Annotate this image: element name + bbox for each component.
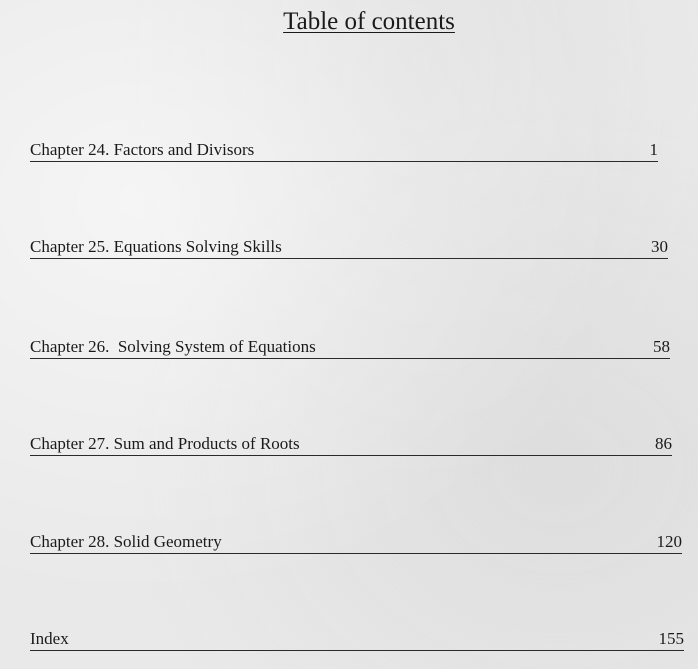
toc-entry bbox=[30, 236, 668, 259]
page-title-text: Table of contents bbox=[283, 8, 455, 35]
toc-entry-label: Chapter 26. Solving System of Equations bbox=[30, 337, 316, 356]
toc-entry-page-number: 58 bbox=[653, 337, 670, 356]
toc-entry bbox=[30, 531, 682, 554]
toc-entry-page-number: 30 bbox=[651, 237, 668, 256]
toc-entry-page-number: 86 bbox=[655, 434, 672, 453]
toc-entry-label: Chapter 24. Factors and Divisors bbox=[30, 140, 255, 159]
toc-entry-page-number: 120 bbox=[656, 532, 682, 551]
toc-entry bbox=[30, 433, 672, 456]
toc-entry bbox=[30, 139, 658, 162]
toc-entry-label: Chapter 28. Solid Geometry bbox=[30, 532, 222, 551]
toc-entry-label: Chapter 25. Equations Solving Skills bbox=[30, 237, 282, 256]
toc-entry bbox=[30, 336, 670, 359]
page-title bbox=[0, 6, 698, 38]
toc-entry-page-number: 155 bbox=[658, 629, 684, 648]
toc-entry bbox=[30, 628, 684, 651]
toc-entry-label: Index bbox=[30, 629, 69, 648]
toc-entry-page-number: 1 bbox=[649, 140, 658, 159]
toc-entry-label: Chapter 27. Sum and Products of Roots bbox=[30, 434, 300, 453]
